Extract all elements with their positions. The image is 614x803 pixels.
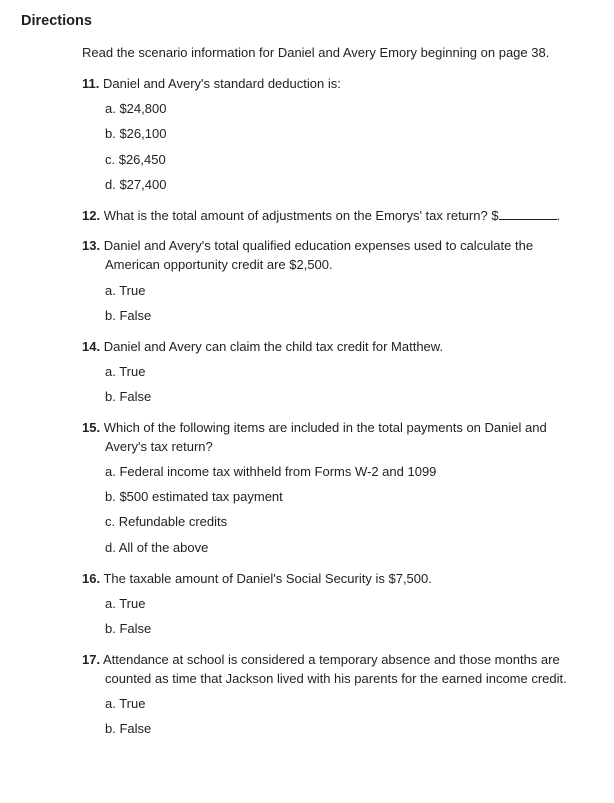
question-text: Daniel and Avery can claim the child tax credit for Matthew. xyxy=(103,339,444,354)
question-17 xyxy=(82,650,587,688)
option-11-b[interactable]: b. $26,100 xyxy=(105,126,167,141)
page-title: Directions xyxy=(21,13,92,29)
question-number: 11. xyxy=(82,76,100,91)
question-suffix: . xyxy=(556,208,561,223)
answer-blank[interactable] xyxy=(499,208,557,220)
question-text: Which of the following items are included in the total payments on Daniel and Avery's tax return? xyxy=(103,420,547,454)
question-number: 13. xyxy=(82,238,101,253)
question-text: The taxable amount of Daniel's Social Security is $7,500. xyxy=(103,571,432,586)
question-text: Daniel and Avery's standard deduction is: xyxy=(102,76,341,91)
option-16-b[interactable]: b. False xyxy=(105,621,152,636)
option-11-d[interactable]: d. $27,400 xyxy=(105,177,167,192)
question-number: 17. xyxy=(82,652,101,667)
option-13-a[interactable]: a. True xyxy=(105,283,146,298)
question-number: 14. xyxy=(82,339,101,354)
option-15-b[interactable]: b. $500 estimated tax payment xyxy=(105,489,283,504)
option-15-c[interactable]: c. Refundable credits xyxy=(105,514,228,529)
option-13-b[interactable]: b. False xyxy=(105,308,152,323)
intro-text: Read the scenario information for Daniel and Avery Emory beginning on page 38. xyxy=(82,45,550,60)
question-15 xyxy=(82,418,567,456)
option-15-d[interactable]: d. All of the above xyxy=(105,540,209,555)
question-16 xyxy=(82,569,582,588)
question-text: Daniel and Avery's total qualified education expenses used to calculate the American opportunity credit are $2,500. xyxy=(103,238,534,272)
question-11 xyxy=(82,74,582,93)
question-12 xyxy=(82,206,582,225)
question-number: 15. xyxy=(82,420,101,435)
option-11-a[interactable]: a. $24,800 xyxy=(105,101,167,116)
question-13 xyxy=(82,236,552,274)
option-15-a[interactable]: a. Federal income tax withheld from Forms W-2 and 1099 xyxy=(105,464,437,479)
option-14-b[interactable]: b. False xyxy=(105,389,152,404)
question-text: What is the total amount of adjustments on the Emorys' tax return? $ xyxy=(103,208,499,223)
option-16-a[interactable]: a. True xyxy=(105,596,146,611)
question-text: Attendance at school is considered a temporary absence and those months are counted as time that Jackson lived with his parents for the earned income credit. xyxy=(102,652,567,686)
question-14 xyxy=(82,337,582,356)
question-number: 16. xyxy=(82,571,101,586)
option-14-a[interactable]: a. True xyxy=(105,364,146,379)
option-17-a[interactable]: a. True xyxy=(105,696,146,711)
option-17-b[interactable]: b. False xyxy=(105,721,152,736)
option-11-c[interactable]: c. $26,450 xyxy=(105,152,166,167)
question-number: 12. xyxy=(82,208,101,223)
